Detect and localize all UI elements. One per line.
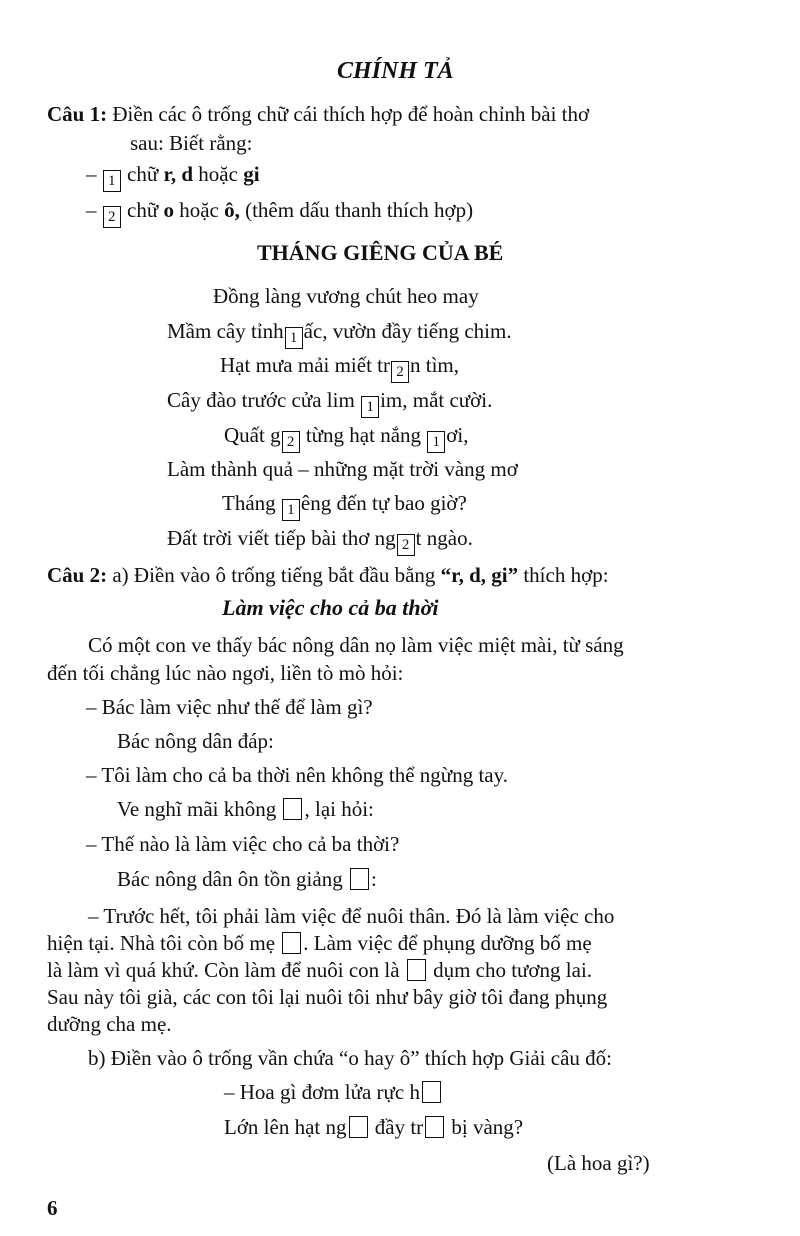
story-line-2: đến tối chẳng lúc nào ngơi, liền tò mò hỏi: (47, 661, 404, 685)
story-blank-2 (350, 868, 369, 890)
rule-2-pre: chữ (127, 198, 159, 222)
question-1-label: Câu 1: (47, 102, 108, 126)
rule-1-mid: hoặc (198, 162, 238, 186)
poem-line-4-c: im, mắt cười. (380, 388, 493, 412)
poem-line-3-a: Hạt mưa mải miết tr (220, 353, 390, 377)
story-line-12: Sau này tôi già, các con tôi lại nuôi tôi như bây giờ tôi đang phụng (47, 985, 608, 1009)
question-2-b: b) Điền vào ô trống vần chứa “o hay ô” thích hợp Giải câu đố: (88, 1046, 612, 1070)
poem-line-5-box-1: 2 (282, 431, 300, 453)
story-line-8-a: Bác nông dân ôn tồn giảng (117, 867, 343, 891)
story-blank-4 (407, 959, 426, 981)
poem-line-7-a: Tháng (222, 491, 276, 515)
poem-line-8-a: Đất trời viết tiếp bài thơ ng (167, 526, 396, 550)
poem-line-4-a: Cây đào trước cửa lim (167, 388, 355, 412)
poem-line-5-c: từng hạt nắng (305, 423, 422, 447)
question-2-a-quote: “r, d, gi” (440, 563, 519, 587)
story-line-6-b: , lại hỏi: (304, 797, 374, 821)
poem-line-2-a: Mầm cây tỉnh (167, 319, 284, 343)
poem-line-7-box: 1 (282, 499, 300, 521)
rule-1-letters: r, d (163, 162, 194, 186)
poem-line-3-c: n tìm, (410, 353, 460, 377)
poem-line-8-box: 2 (397, 534, 415, 556)
poem-line-4-box: 1 (361, 396, 379, 418)
question-2-a-post: thích hợp: (523, 563, 609, 587)
page-heading: CHÍNH TẢ (337, 58, 454, 84)
poem-line-3-box: 2 (391, 361, 409, 383)
story-line-10-a: hiện tại. Nhà tôi còn bố mẹ (47, 931, 276, 955)
story-line-6-a: Ve nghĩ mãi không (117, 797, 277, 821)
question-2-label: Câu 2: (47, 563, 108, 587)
riddle-blank-1 (422, 1081, 441, 1103)
riddle-line-2-a: Lớn lên hạt ng (224, 1115, 347, 1139)
poem-line-1: Đồng làng vương chút heo may (213, 284, 479, 308)
question-2-line (47, 560, 609, 590)
poem-line-7 (222, 488, 467, 521)
poem-line-8-c: t ngào. (415, 526, 473, 550)
story-line-5: – Tôi làm cho cả ba thời nên không thể ngừng tay. (86, 763, 508, 787)
story-blank-3 (282, 932, 301, 954)
riddle-answer-prompt: (Là hoa gì?) (547, 1151, 650, 1175)
story-line-8-b: : (370, 867, 377, 891)
poem-line-6: Làm thành quả – những mặt trời vàng mơ (167, 457, 518, 481)
story-blank-1 (283, 798, 302, 820)
riddle-line-2-c: bị vàng? (451, 1115, 524, 1139)
story-line-1: Có một con ve thấy bác nông dân nọ làm việc miệt mài, từ sáng (88, 633, 624, 657)
rule-1 (86, 159, 260, 192)
story-line-11-a: là làm vì quá khứ. Còn làm để nuôi con là (47, 958, 400, 982)
poem-line-8 (167, 523, 473, 556)
riddle-line-1-a: – Hoa gì đơm lửa rực h (224, 1080, 420, 1104)
story-line-9: – Trước hết, tôi phải làm việc để nuôi thân. Đó là làm việc cho (88, 904, 615, 928)
poem-line-7-c: êng đến tự bao giờ? (300, 491, 467, 515)
riddle-blank-3 (425, 1116, 444, 1138)
poem-line-2-box: 1 (285, 327, 303, 349)
story-line-7: – Thế nào là làm việc cho cả ba thời? (86, 832, 400, 856)
story-line-10 (47, 928, 592, 958)
story-line-3: – Bác làm việc như thế để làm gì? (86, 695, 373, 719)
riddle-line-1 (224, 1077, 443, 1107)
question-1-line-2: sau: Biết rằng: (130, 131, 253, 155)
poem-line-5-e: ơi, (446, 423, 469, 447)
story-line-13: dưỡng cha mẹ. (47, 1012, 172, 1036)
poem-line-3 (220, 350, 459, 383)
story-line-8 (117, 864, 377, 894)
page-number: 6 (47, 1196, 58, 1220)
riddle-line-2-b: đầy tr (374, 1115, 424, 1139)
story-line-11-b: dụm cho tương lai. (433, 958, 593, 982)
rule-2-mid: hoặc (179, 198, 219, 222)
question-2-a-pre: a) Điền vào ô trống tiếng bắt đầu bằng (112, 563, 436, 587)
question-1-line-1 (47, 99, 589, 129)
rule-2-dash: – (86, 198, 97, 222)
poem-title: THÁNG GIÊNG CỦA BÉ (257, 240, 504, 265)
story-line-4: Bác nông dân đáp: (117, 729, 274, 753)
story-line-6 (117, 794, 374, 824)
rule-1-pre: chữ (127, 162, 159, 186)
riddle-blank-2 (349, 1116, 368, 1138)
poem-line-5-box-2: 1 (427, 431, 445, 453)
poem-line-5 (224, 420, 468, 453)
story-line-11 (47, 955, 592, 985)
rule-2-letters: o (163, 198, 174, 222)
rule-2-box: 2 (103, 206, 121, 228)
rule-2-post: (thêm dấu thanh thích hợp) (245, 198, 474, 222)
poem-line-2-c: ấc, vườn đầy tiếng chim. (303, 319, 512, 343)
rule-1-box: 1 (103, 170, 121, 192)
rule-1-last: gi (243, 162, 260, 186)
riddle-line-2 (224, 1112, 523, 1142)
rule-2-last: ô, (224, 198, 240, 222)
rule-1-dash: – (86, 162, 97, 186)
story-title: Làm việc cho cả ba thời (222, 595, 439, 620)
story-line-10-b: . Làm việc để phụng dưỡng bố mẹ (303, 931, 592, 955)
question-1-text: Điền các ô trống chữ cái thích hợp để hoàn chỉnh bài thơ (112, 102, 590, 126)
rule-2 (86, 195, 473, 228)
poem-line-5-a: Quất g (224, 423, 281, 447)
poem-line-2 (167, 316, 512, 349)
poem-line-4 (167, 385, 492, 418)
